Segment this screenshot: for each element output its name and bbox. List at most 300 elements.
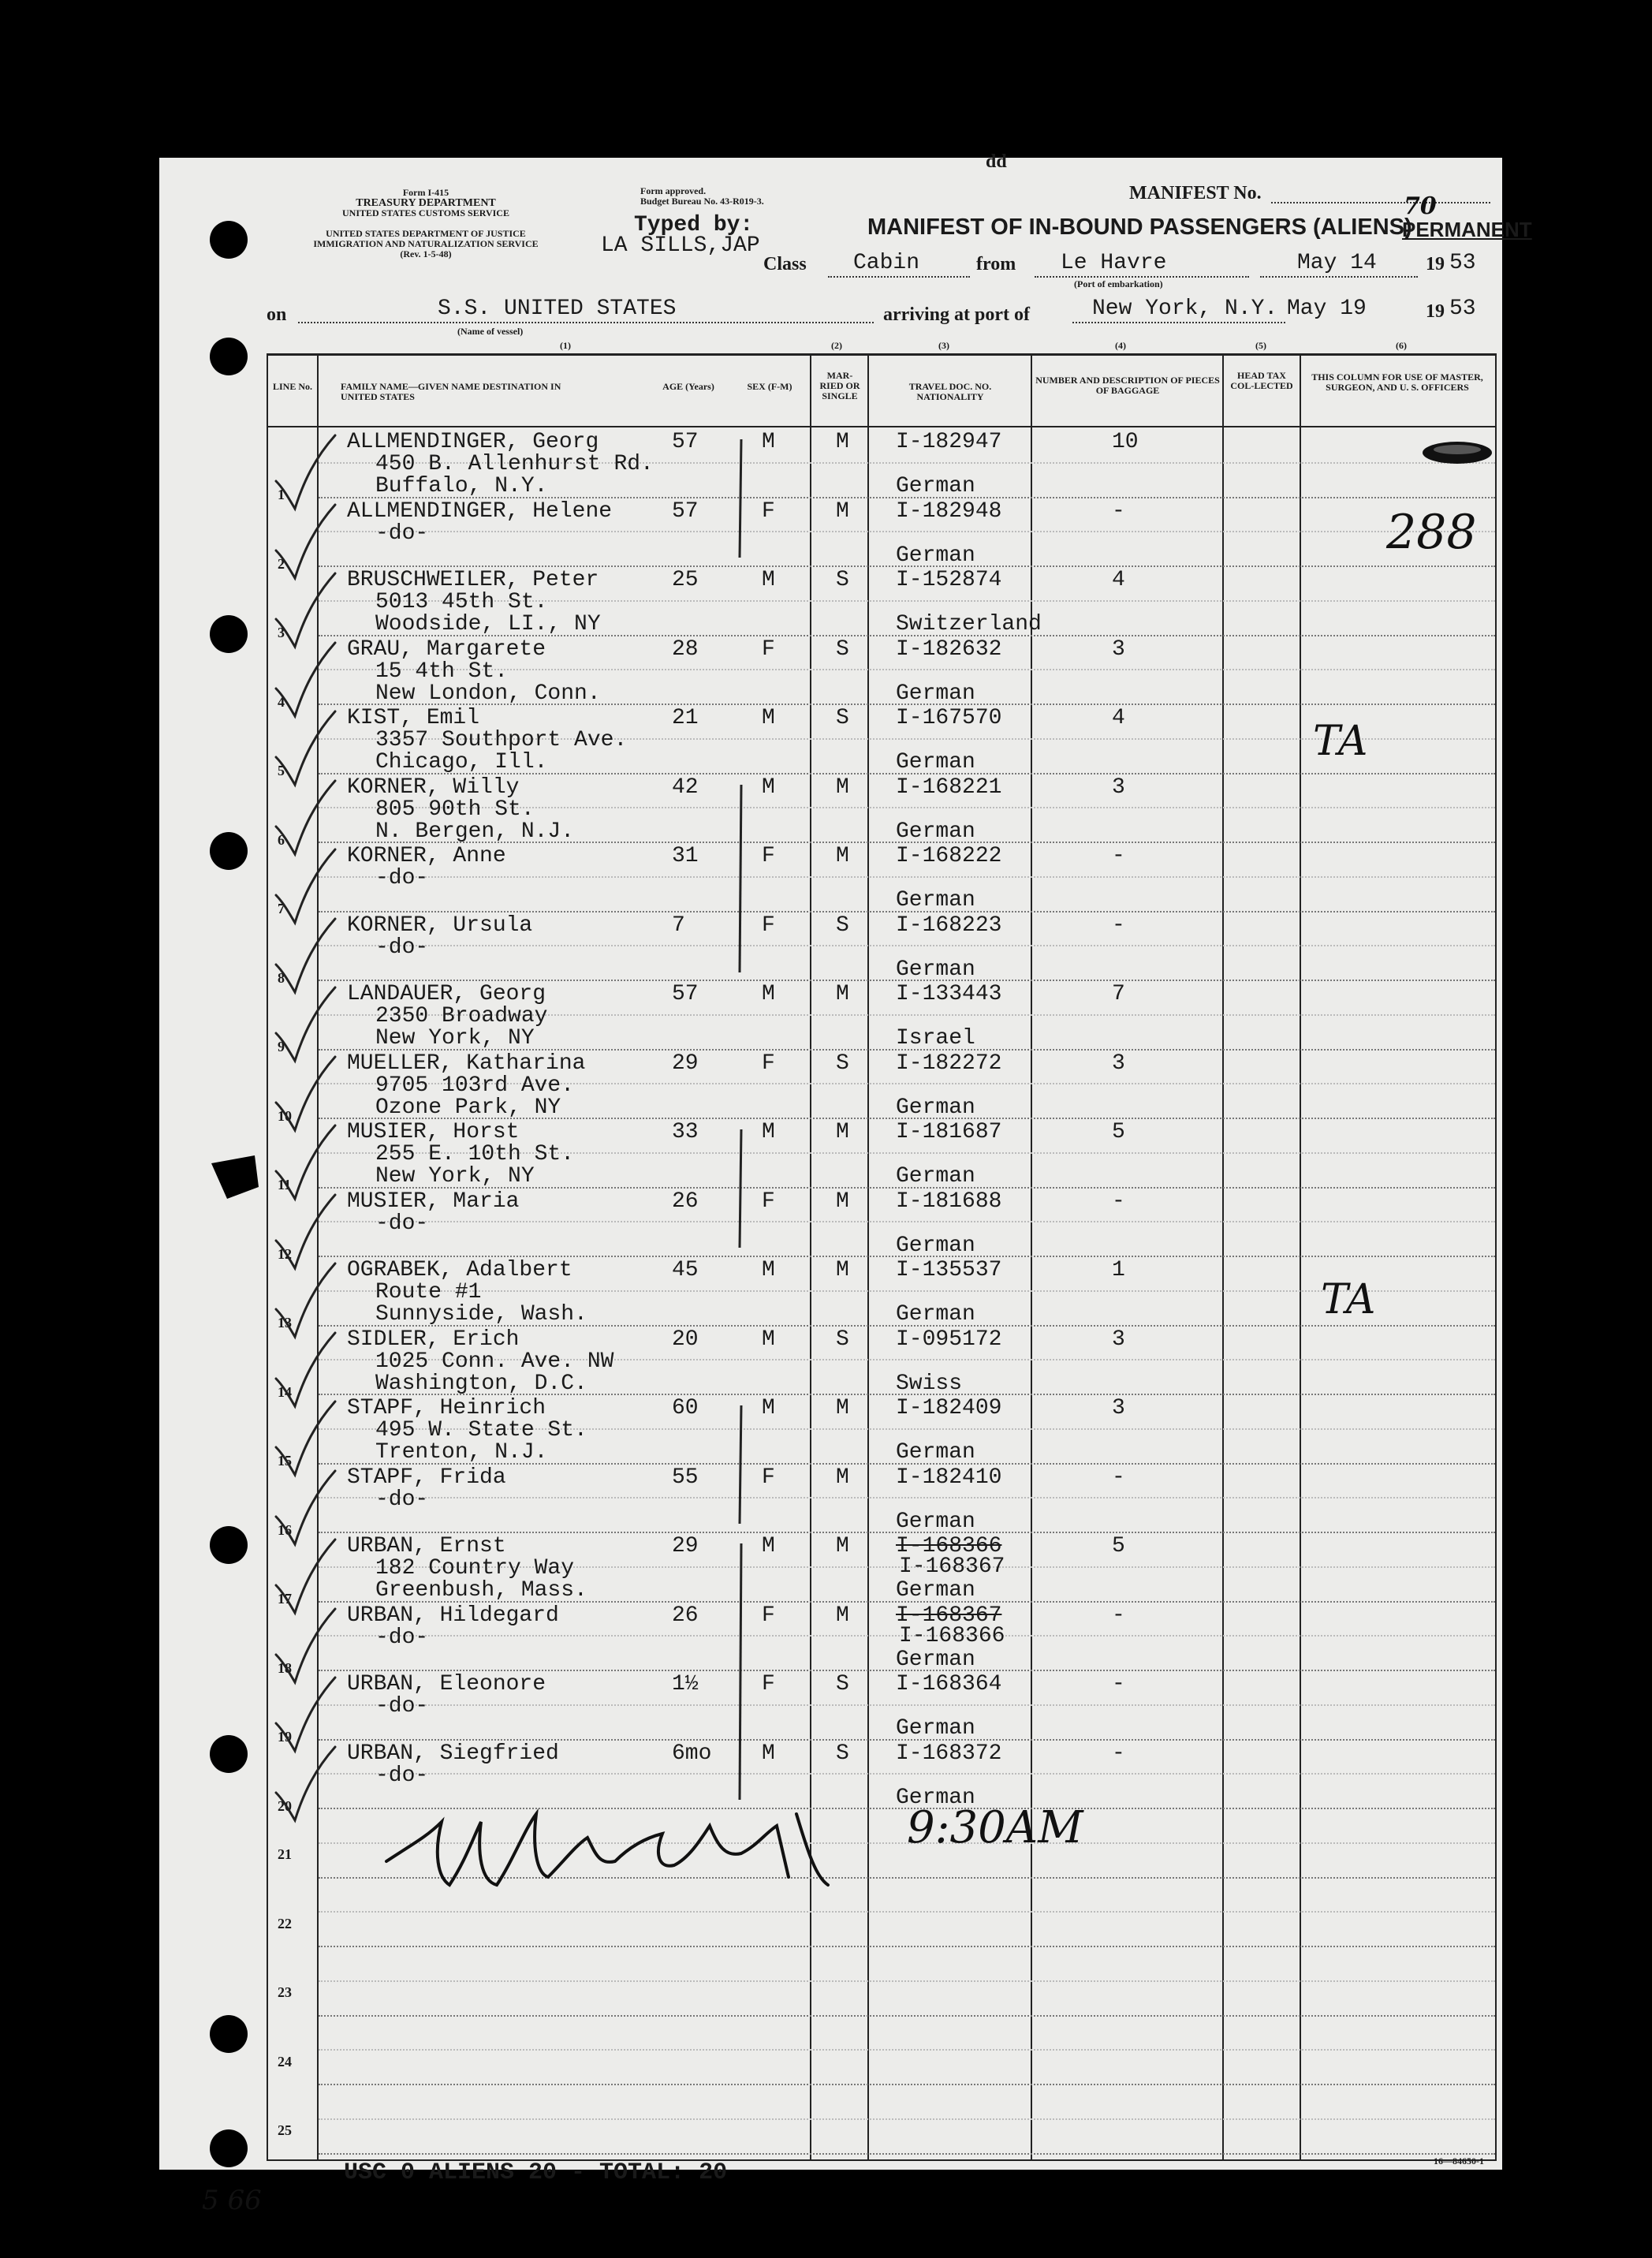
departure-year-prefix: 19	[1426, 254, 1445, 274]
passenger-name: GRAU, Margarete	[347, 637, 546, 662]
passenger-marital: S	[836, 568, 849, 592]
print-code: 16—84650-1	[1434, 2155, 1484, 2167]
row-separator	[319, 2015, 1495, 2017]
signature-time: 9:30AM	[907, 1802, 1083, 1853]
page-title: MANIFEST OF IN-BOUND PASSENGERS (ALIENS)	[867, 215, 1412, 240]
passenger-address: -do-	[375, 935, 429, 960]
top-mark: dd	[986, 151, 1007, 172]
column-number: (4)	[1115, 340, 1126, 351]
vessel-line	[298, 322, 874, 323]
row-separator	[319, 1946, 1495, 1947]
departure-date: May 14	[1297, 251, 1377, 275]
passenger-sex: F	[762, 499, 775, 524]
passenger-address: N. Bergen, N.J.	[375, 819, 575, 844]
passenger-age: 26	[672, 1603, 699, 1628]
passenger-nationality: German	[896, 543, 975, 568]
passenger-address: -do-	[375, 1763, 429, 1788]
passenger-marital: S	[836, 913, 849, 938]
baggage-count: -	[1112, 844, 1125, 868]
passenger-address: Route #1	[375, 1280, 482, 1304]
passenger-address: 495 W. State St.	[375, 1418, 587, 1443]
travel-doc-number-corrected: I-168366	[899, 1624, 1005, 1648]
travel-doc-number: I-182410	[896, 1465, 1002, 1490]
passenger-sex: F	[762, 1465, 775, 1490]
arrival-date: May 19	[1287, 297, 1367, 321]
check-mark	[268, 641, 339, 720]
passenger-marital: M	[836, 1465, 849, 1490]
line-number: 25	[278, 2122, 292, 2138]
from-line	[1035, 276, 1249, 278]
baggage-count: 10	[1112, 430, 1139, 454]
passenger-marital: S	[836, 637, 849, 662]
travel-doc-number-corrected: I-168367	[899, 1554, 1005, 1579]
line-number: 15	[278, 1453, 292, 1469]
inspector-signature	[379, 1790, 867, 1909]
passenger-marital: M	[836, 844, 849, 868]
baggage-count: -	[1112, 1672, 1125, 1696]
baggage-count: 7	[1112, 982, 1125, 1006]
passenger-sex: M	[762, 1396, 775, 1420]
line-number: 3	[278, 625, 285, 640]
table-top-border	[267, 353, 1497, 356]
line-number: 8	[278, 970, 285, 986]
passenger-address: New London, Conn.	[375, 681, 601, 706]
passenger-address: 9705 103rd Ave.	[375, 1073, 575, 1098]
line-number: 14	[278, 1384, 292, 1400]
travel-doc-number: I-168372	[896, 1741, 1002, 1766]
passenger-age: 29	[672, 1051, 699, 1076]
punch-hole	[210, 1735, 248, 1773]
handwritten-ta: TA	[1313, 718, 1368, 765]
check-mark	[268, 1124, 339, 1203]
line-number: 21	[278, 1846, 292, 1862]
travel-doc-number: I-167570	[896, 706, 1002, 730]
passenger-age: 57	[672, 982, 699, 1006]
departure-line	[1260, 276, 1418, 278]
baggage-count: -	[1112, 1603, 1125, 1628]
passenger-address: Washington, D.C.	[375, 1372, 587, 1396]
passenger-address: 3357 Southport Ave.	[375, 728, 628, 752]
row-separator	[319, 2153, 1495, 2155]
column-number: (3)	[938, 340, 949, 351]
passenger-marital: M	[836, 1120, 849, 1144]
row-midline	[319, 2118, 1495, 2120]
form-line: UNITED STATES DEPARTMENT OF JUSTICE	[326, 228, 526, 239]
column-header-line: LINE No.	[272, 381, 312, 392]
baggage-count: 4	[1112, 706, 1125, 730]
passenger-address: Sunnyside, Wash.	[375, 1302, 587, 1327]
line-number: 5	[278, 763, 285, 778]
check-mark	[268, 1469, 339, 1548]
passenger-age: 57	[672, 430, 699, 454]
travel-doc-number: I-168221	[896, 775, 1002, 800]
arriving-label: arriving at port of	[883, 304, 1030, 325]
passenger-address: 805 90th St.	[375, 797, 535, 822]
passenger-address: 450 B. Allenhurst Rd.	[375, 452, 654, 476]
passenger-sex: M	[762, 1327, 775, 1352]
officer-stamp-mark	[1419, 435, 1495, 467]
row-midline	[319, 945, 1495, 946]
baggage-count: -	[1112, 1189, 1125, 1214]
passenger-name: ALLMENDINGER, Georg	[347, 430, 599, 454]
arrival-year: 53	[1449, 297, 1476, 321]
column-header-baggage: NUMBER AND DESCRIPTION OF PIECES OF BAGGAGE	[1035, 375, 1220, 396]
row-midline	[319, 1773, 1495, 1775]
passenger-address: -do-	[375, 866, 429, 890]
passenger-sex: M	[762, 1120, 775, 1144]
travel-doc-number: I-133443	[896, 982, 1002, 1006]
passenger-address: Greenbush, Mass.	[375, 1578, 587, 1603]
row-midline	[319, 1497, 1495, 1498]
check-mark	[268, 917, 339, 996]
baggage-count: -	[1112, 913, 1125, 938]
passenger-name: MUELLER, Katharina	[347, 1051, 586, 1076]
passenger-nationality: German	[896, 1648, 975, 1672]
family-bracket	[733, 435, 749, 573]
passenger-nationality: German	[896, 1440, 975, 1465]
check-mark	[268, 710, 339, 789]
column-header-head-tax: HEAD TAX COL-LECTED	[1230, 370, 1293, 391]
line-number: 24	[278, 2054, 292, 2070]
passenger-nationality: German	[896, 1716, 975, 1741]
passenger-name: URBAN, Hildegard	[347, 1603, 559, 1628]
row-midline	[319, 1980, 1495, 1982]
travel-doc-number: I-182948	[896, 499, 1002, 524]
passenger-age: 21	[672, 706, 699, 730]
form-approved-line: Form approved.	[640, 185, 707, 196]
passenger-marital: S	[836, 1741, 849, 1766]
punch-hole	[210, 2015, 248, 2053]
passenger-address: New York, NY	[375, 1164, 535, 1189]
check-mark	[268, 986, 339, 1065]
baggage-count: 5	[1112, 1120, 1125, 1144]
passenger-name: ALLMENDINGER, Helene	[347, 499, 613, 524]
header-bottom-border	[267, 426, 1497, 427]
passenger-address: 2350 Broadway	[375, 1004, 548, 1028]
check-mark	[268, 1331, 339, 1410]
passenger-address: -do-	[375, 1487, 429, 1512]
corner-mark: 5 66	[202, 2185, 262, 2216]
travel-doc-number: I-168367	[896, 1603, 1002, 1628]
travel-doc-number: I-135537	[896, 1258, 1002, 1282]
passenger-sex: M	[762, 568, 775, 592]
column-number: (2)	[831, 340, 842, 351]
passenger-sex: F	[762, 913, 775, 938]
passenger-age: 42	[672, 775, 699, 800]
row-midline	[319, 1221, 1495, 1222]
passenger-age: 57	[672, 499, 699, 524]
footer-summary: USC 0 ALIENS 20 - TOTAL: 20	[344, 2159, 728, 2186]
line-number: 11	[278, 1177, 292, 1192]
baggage-count: 3	[1112, 1327, 1125, 1352]
row-midline	[319, 1290, 1495, 1292]
passenger-name: MUSIER, Maria	[347, 1189, 520, 1214]
passenger-sex: F	[762, 637, 775, 662]
manifest-no-line	[1271, 202, 1490, 203]
column-header-sex: SEX (F-M)	[747, 381, 792, 392]
passenger-address: New York, NY	[375, 1026, 535, 1051]
baggage-count: 3	[1112, 1051, 1125, 1076]
row-midline	[319, 2049, 1495, 2051]
travel-doc-number: I-152874	[896, 568, 1002, 592]
passenger-marital: S	[836, 1051, 849, 1076]
passenger-marital: S	[836, 706, 849, 730]
passenger-address: Chicago, Ill.	[375, 750, 548, 774]
from-value: Le Havre	[1061, 251, 1167, 275]
line-number: 1	[278, 487, 285, 502]
passenger-age: 29	[672, 1534, 699, 1558]
arrival-port: New York, N.Y.	[1092, 297, 1278, 321]
passenger-marital: M	[836, 1258, 849, 1282]
manifest-no-label: MANIFEST No.	[1129, 183, 1262, 203]
check-mark	[268, 503, 339, 582]
check-mark	[268, 1745, 339, 1824]
passenger-name: LANDAUER, Georg	[347, 982, 546, 1006]
line-number: 6	[278, 832, 285, 848]
passenger-nationality: Swiss	[896, 1372, 963, 1396]
travel-doc-number: I-181687	[896, 1120, 1002, 1144]
line-number: 10	[278, 1108, 292, 1124]
travel-doc-number: I-095172	[896, 1327, 1002, 1352]
travel-doc-number: I-181688	[896, 1189, 1002, 1214]
title-suffix: PERMANENT	[1402, 218, 1532, 241]
punch-hole	[210, 1526, 248, 1564]
passenger-address: 182 Country Way	[375, 1556, 575, 1581]
departure-year: 53	[1449, 251, 1476, 275]
punch-hole	[210, 338, 248, 375]
line-number: 17	[278, 1591, 292, 1607]
passenger-age: 1½	[672, 1672, 699, 1696]
row-midline	[319, 1704, 1495, 1706]
passenger-name: SIDLER, Erich	[347, 1327, 520, 1352]
passenger-sex: F	[762, 844, 775, 868]
family-bracket	[733, 1401, 749, 1540]
baggage-count: -	[1112, 499, 1125, 524]
line-number: 19	[278, 1729, 292, 1745]
form-approved	[640, 186, 764, 207]
column-header-name: FAMILY NAME—GIVEN NAME DESTINATION IN UNITED STATES	[341, 381, 561, 402]
line-number: 9	[278, 1039, 285, 1054]
form-approved-line: Budget Bureau No. 43-R019-3.	[640, 196, 764, 207]
passenger-address: Trenton, N.J.	[375, 1440, 548, 1465]
column-header-age: AGE (Years)	[662, 381, 714, 392]
handwritten-ta: TA	[1321, 1276, 1376, 1323]
passenger-name: KORNER, Anne	[347, 844, 506, 868]
passenger-age: 33	[672, 1120, 699, 1144]
form-line: UNITED STATES CUSTOMS SERVICE	[342, 207, 509, 218]
vessel-caption: (Name of vessel)	[457, 326, 524, 337]
passenger-nationality: German	[896, 957, 975, 982]
passenger-sex: M	[762, 982, 775, 1006]
passenger-age: 6mo	[672, 1741, 712, 1766]
family-bracket	[733, 781, 749, 988]
form-line: TREASURY DEPARTMENT	[356, 197, 496, 209]
from-label: from	[976, 254, 1016, 274]
baggage-count: 1	[1112, 1258, 1125, 1282]
travel-doc-number: I-182632	[896, 637, 1002, 662]
passenger-marital: S	[836, 1672, 849, 1696]
passenger-age: 26	[672, 1189, 699, 1214]
passenger-sex: M	[762, 775, 775, 800]
vessel-name: S.S. UNITED STATES	[438, 297, 677, 321]
row-separator	[319, 2084, 1495, 2085]
column-border	[1495, 353, 1497, 2159]
passenger-address: 1025 Conn. Ave. NW	[375, 1349, 614, 1374]
arrival-year-prefix: 19	[1426, 301, 1445, 322]
form-line: IMMIGRATION AND NATURALIZATION SERVICE	[313, 238, 539, 249]
check-mark	[268, 1262, 339, 1341]
passenger-address: Woodside, LI., NY	[375, 612, 601, 636]
baggage-count: -	[1112, 1741, 1125, 1766]
baggage-count: 3	[1112, 1396, 1125, 1420]
line-number: 12	[278, 1246, 292, 1262]
travel-doc-number: I-168364	[896, 1672, 1002, 1696]
punch-hole	[210, 221, 248, 259]
passenger-age: 60	[672, 1396, 699, 1420]
passenger-nationality: German	[896, 1510, 975, 1534]
passenger-sex: F	[762, 1672, 775, 1696]
baggage-count: 3	[1112, 637, 1125, 662]
passenger-marital: M	[836, 982, 849, 1006]
passenger-address: 15 4th St.	[375, 659, 509, 684]
passenger-nationality: German	[896, 474, 975, 498]
passenger-marital: M	[836, 430, 849, 454]
passenger-marital: S	[836, 1327, 849, 1352]
line-number: 7	[278, 901, 285, 916]
passenger-address: 5013 45th St.	[375, 590, 548, 614]
arrival-port-line	[1072, 322, 1285, 323]
torn-edge-mark	[211, 1155, 259, 1203]
baggage-count: 4	[1112, 568, 1125, 592]
column-number: (6)	[1396, 340, 1407, 351]
line-number: 4	[278, 694, 285, 710]
punch-hole	[210, 2129, 248, 2167]
baggage-count: 5	[1112, 1534, 1125, 1558]
row-midline	[319, 1911, 1495, 1913]
manifest-no-value: 70	[1404, 192, 1437, 220]
travel-doc-number: I-182272	[896, 1051, 1002, 1076]
class-value: Cabin	[853, 251, 920, 275]
passenger-age: 28	[672, 637, 699, 662]
passenger-marital: M	[836, 499, 849, 524]
passenger-sex: F	[762, 1603, 775, 1628]
passenger-address: -do-	[375, 1625, 429, 1650]
check-mark	[268, 848, 339, 927]
line-number: 22	[278, 1916, 292, 1931]
on-label: on	[267, 304, 287, 325]
line-number: 16	[278, 1522, 292, 1538]
column-number: (5)	[1255, 340, 1266, 351]
passenger-name: BRUSCHWEILER, Peter	[347, 568, 599, 592]
passenger-name: STAPF, Heinrich	[347, 1396, 546, 1420]
passenger-marital: M	[836, 1534, 849, 1558]
travel-doc-number: I-182409	[896, 1396, 1002, 1420]
passenger-name: KORNER, Ursula	[347, 913, 533, 938]
punch-hole	[210, 615, 248, 653]
form-line: (Rev. 1-5-48)	[400, 248, 452, 259]
family-bracket	[733, 1125, 749, 1263]
passenger-name: OGRABEK, Adalbert	[347, 1258, 572, 1282]
check-mark	[268, 434, 339, 513]
baggage-count: 3	[1112, 775, 1125, 800]
check-mark	[268, 572, 339, 651]
passenger-address: -do-	[375, 1694, 429, 1719]
class-label: Class	[763, 254, 807, 274]
passenger-name: URBAN, Siegfried	[347, 1741, 559, 1766]
form-block	[260, 188, 591, 218]
punch-hole	[210, 832, 248, 870]
check-mark	[268, 1055, 339, 1134]
passenger-nationality: German	[896, 1164, 975, 1189]
passenger-nationality: German	[896, 1234, 975, 1258]
passenger-name: STAPF, Frida	[347, 1465, 506, 1490]
column-header-officers: THIS COLUMN FOR USE OF MASTER, SURGEON, AND U. S. OFFICERS	[1311, 371, 1483, 393]
justice-block	[260, 229, 591, 259]
passenger-nationality: German	[896, 1578, 975, 1603]
passenger-nationality: German	[896, 819, 975, 844]
typed-by-label: Typed by:	[634, 213, 754, 237]
passenger-name: MUSIER, Horst	[347, 1120, 520, 1144]
passenger-name: URBAN, Eleonore	[347, 1672, 546, 1696]
family-bracket	[733, 1540, 749, 1816]
port-caption: (Port of embarkation)	[1074, 278, 1163, 289]
passenger-address: 255 E. 10th St.	[375, 1142, 575, 1166]
passenger-nationality: German	[896, 750, 975, 774]
passenger-nationality: German	[896, 1302, 975, 1327]
form-line: Form I-415	[402, 187, 449, 198]
passenger-name: URBAN, Ernst	[347, 1534, 506, 1558]
class-line	[828, 276, 970, 278]
passenger-nationality: German	[896, 1786, 975, 1810]
check-mark	[268, 779, 339, 858]
passenger-sex: M	[762, 430, 775, 454]
passenger-address: Buffalo, N.Y.	[375, 474, 548, 498]
passenger-nationality: German	[896, 888, 975, 913]
passenger-nationality: Switzerland	[896, 612, 1042, 636]
check-mark	[268, 1538, 339, 1617]
passenger-sex: M	[762, 706, 775, 730]
check-mark	[268, 1676, 339, 1755]
passenger-marital: M	[836, 1603, 849, 1628]
travel-doc-number: I-182947	[896, 430, 1002, 454]
passenger-sex: M	[762, 1534, 775, 1558]
passenger-age: 25	[672, 568, 699, 592]
check-mark	[268, 1607, 339, 1686]
typed-by-value: LA SILLS,JAP	[601, 233, 760, 258]
travel-doc-number: I-168223	[896, 913, 1002, 938]
travel-doc-number: I-168222	[896, 844, 1002, 868]
row-midline	[319, 876, 1495, 878]
column-header-doc: TRAVEL DOC. NO. NATIONALITY	[908, 381, 992, 402]
passenger-age: 45	[672, 1258, 699, 1282]
passenger-address: -do-	[375, 1211, 429, 1236]
passenger-age: 20	[672, 1327, 699, 1352]
column-number: (1)	[560, 340, 571, 351]
passenger-nationality: Israel	[896, 1026, 975, 1051]
passenger-sex: M	[762, 1741, 775, 1766]
check-mark	[268, 1400, 339, 1479]
passenger-name: KORNER, Willy	[347, 775, 520, 800]
passenger-age: 7	[672, 913, 685, 938]
check-mark	[268, 1193, 339, 1272]
line-number: 18	[278, 1660, 292, 1676]
passenger-address: -do-	[375, 521, 429, 546]
passenger-sex: F	[762, 1051, 775, 1076]
travel-doc-number: I-168366	[896, 1534, 1002, 1558]
passenger-marital: M	[836, 1189, 849, 1214]
passenger-sex: F	[762, 1189, 775, 1214]
line-number: 20	[278, 1798, 292, 1814]
